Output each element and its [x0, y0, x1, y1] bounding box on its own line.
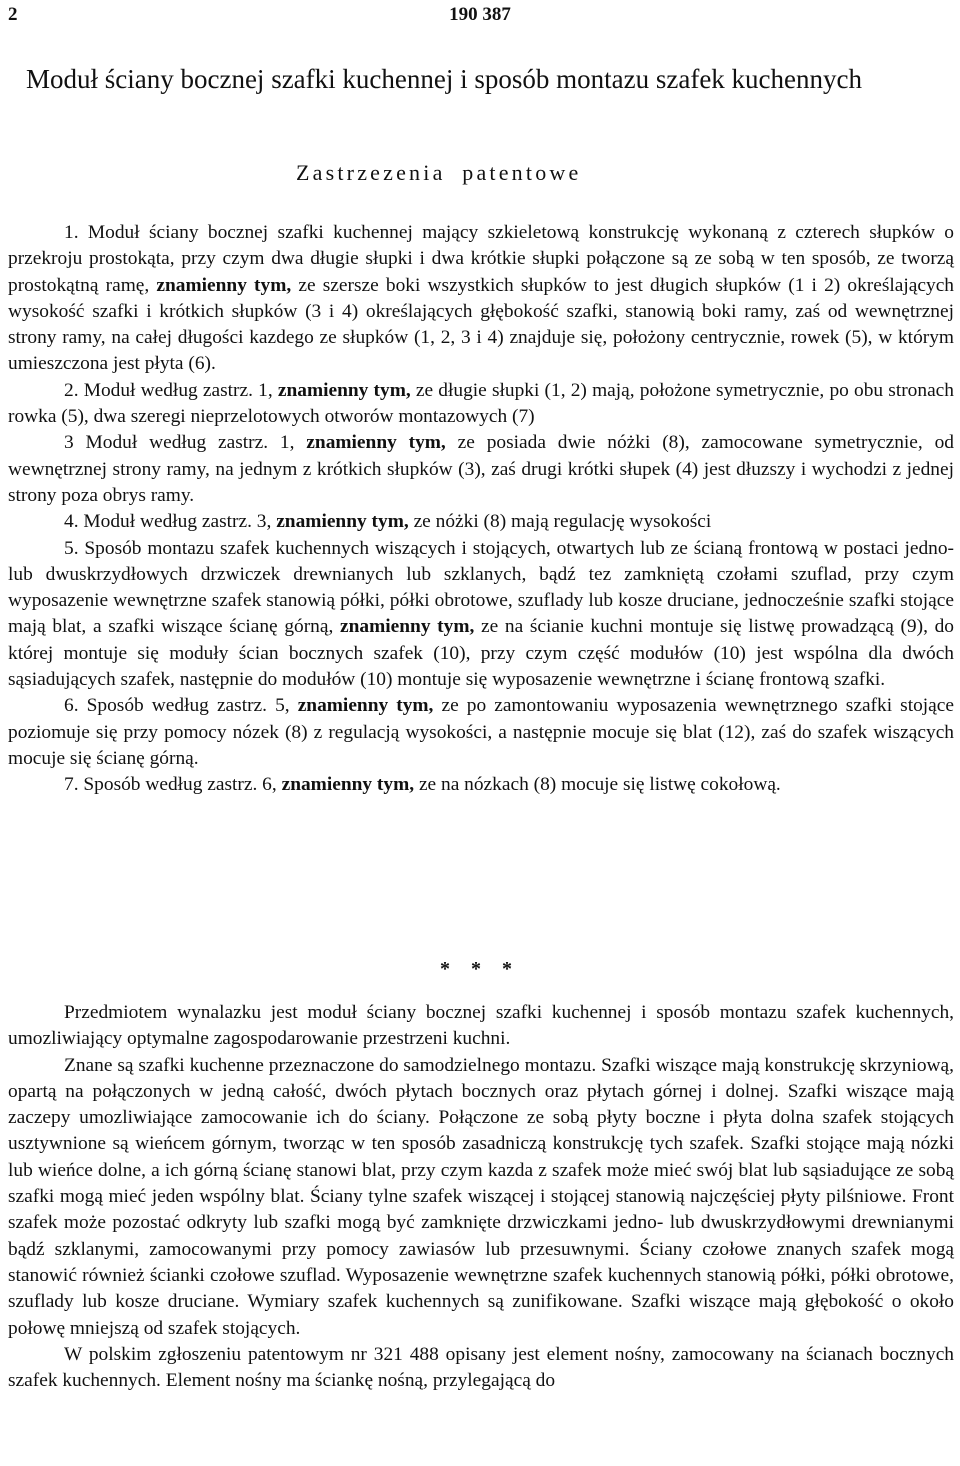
claim-3-preamble: 3 Moduł według zastrz. 1, [64, 432, 295, 454]
claim-2 [8, 378, 954, 431]
document-title: Moduł ściany bocznej szafki kuchennej i sposób montazu szafek kuchennych [26, 64, 862, 94]
patent-number: 190 387 [449, 4, 511, 25]
claim-5-keyword: znamienny tym, [340, 616, 475, 638]
description-paragraph-3: W polskim zgłoszeniu patentowym nr 321 488 opisany jest element nośny, zamocowany na ścianach bocznych szafek kuchennych. Element nośny ma ściankę nośną, przylegającą do [8, 1343, 954, 1392]
claim-4-body: ze nóżki (8) mają regulację wysokości [413, 511, 712, 533]
claim-5 [8, 536, 954, 694]
claim-4-preamble: 4. Moduł według zastrz. 3, [64, 511, 272, 533]
claim-1-keyword: znamienny tym, [156, 274, 292, 296]
claim-7-preamble: 7. Sposób według zastrz. 6, [64, 774, 277, 796]
claim-6 [8, 693, 954, 772]
claim-1 [8, 220, 954, 378]
claim-7-body: ze na nózkach (8) mocuje się listwę cokołową. [418, 774, 781, 796]
claim-5-body: ze na ścianie kuchni montuje się listwę prowadzącą (9), do której montuje się moduły ścian bocznych szafek (10), przy czym część modułów (10) jest wspólna dla dwóch sąsiadujących szafek, następnie do modułów (10) montuje się wyposazenie wewnętrzne i ścianę frontową szafki. [8, 616, 954, 691]
claim-3-keyword: znamienny tym, [306, 432, 446, 454]
claim-3-body: ze posiada dwie nóżki (8), zamocowane symetrycznie, od wewnętrznej strony ramy, na jednym z krótkich słupków (3), zaś drugi krótki słupek (4) jest dłuzszy i wychodzi z jednej strony poza obrys ramy. [8, 432, 954, 506]
claim-3 [8, 430, 954, 509]
description-paragraph-2: Znane są szafki kuchenne przeznaczone do samodzielnego montazu. Szafki wiszące mają konstrukcję skrzyniową, opartą na połączonych w jedną całość, dwóch płytach bocznych oraz płytach górnej i dolnej. Szafki wiszące mają zaczepy umozliwiające zamocowanie ich do ściany. Połączone ze sobą płyty boczne i płyta dolna szafek stojących usztywnione są wieńcem górnym, tworząc w ten sposób zasadniczą konstrukcję tych szafek. Szafki stojące mają nózki lub wieńce dolne, a ich górną ścianę stanowi blat, przy czym kazda z szafek może mieć swój blat lub sąsiadujące ze sobą szafki mogą mieć jeden wspólny blat. Ściany tylne szafek wiszącej i stojącej stanowią najczęściej płyty pilśniowe. Front szafek może pozostać odkryty lub szafki mogą być zamknięte drzwiczkami jedno- lub dwuskrzydłowymi drewnianymi bądź szklanymi, zamocowanymi przy pomocy zawiasów lub przesuwnymi. Ściany czołowe znanych szafek mogą stanowić również ścianki czołowe szuflad. Wyposazenie wewnętrzne szafek kuchennych stanowią półki, półki obrotowe, szuflady lub kosze druciane. Wymiary szafek kuchennych są zunifikowane. Szafki wiszące mają głębokość o około połowę mniejszą od szafek stojących. [8, 1054, 954, 1339]
claim-2-body: ze długie słupki (1, 2) mają, położone symetrycznie, po obu stronach rowka (5), dwa szeregi nieprzelotowych otworów montazowych (7) [8, 379, 954, 428]
claim-5-preamble: 5. Sposób montazu szafek kuchennych wiszących i stojących, otwartych lub ze ścianą frontową w postaci jedno- lub dwuskrzydłowych drzwiczek drewnianych lub szklanych, bądź tez zamkniętą czołami szuflad, przy czym wyposazenie wewnętrzne szafek stanowią półki, półki obrotowe, szuflady lub kosze druciane, jednocześnie szafki stojące mają blat, a szafki wiszące ścianę górną, [8, 537, 954, 638]
claim-7-keyword: znamienny tym, [281, 774, 415, 796]
claim-6-keyword: znamienny tym, [297, 695, 434, 717]
claims-heading: Zastrzezenia patentowe [296, 160, 582, 185]
claims-section [8, 220, 954, 799]
claim-2-keyword: znamienny tym, [277, 379, 411, 401]
claim-2-preamble: 2. Moduł według zastrz. 1, [64, 379, 273, 401]
claim-6-body: ze po zamontowaniu wyposazenia wewnętrznego szafki stojące poziomuje się przy pomocy nózek (8) z regulacją wysokości, a następnie mocuje się blat (12), zaś do szafek wiszących mocuje się ścianę górną. [8, 695, 954, 769]
claim-4-keyword: znamienny tym, [276, 511, 409, 533]
page-header [0, 4, 960, 28]
claim-1-preamble: 1. Moduł ściany bocznej szafki kuchennej mający szkieletową konstrukcję wykonaną z czterech słupków o przekroju prostokąta, przy czym dwa długie słupki i dwa krótkie słupki połączone są ze sobą w ten sposób, ze tworzą prostokątną ramę, [8, 222, 954, 296]
claim-1-body: ze szersze boki wszystkich słupków to jest długich słupków (1 i 2) określających wysokość szafki i krótkich słupków (3 i 4) określających głębokość szafki, stanowią boki ramy, zaś od wewnętrznej strony ramy, na całej długości kazdego ze słupków (1, 2, 3 i 4) znajduje się, położony centrycznie, rowek (5), w którym umieszczona jest płyta (6). [8, 274, 955, 375]
description-section [8, 1000, 954, 1394]
section-separator: * * * [440, 958, 520, 980]
claim-7 [8, 772, 954, 798]
claim-4 [8, 509, 954, 535]
page-number: 2 [8, 4, 18, 25]
description-paragraph-1: Przedmiotem wynalazku jest moduł ściany bocznej szafki kuchennej i sposób montazu szafek kuchennych, umozliwiający optymalne zagospodarowanie przestrzeni kuchni. [8, 1002, 954, 1050]
claim-6-preamble: 6. Sposób według zastrz. 5, [64, 695, 290, 717]
